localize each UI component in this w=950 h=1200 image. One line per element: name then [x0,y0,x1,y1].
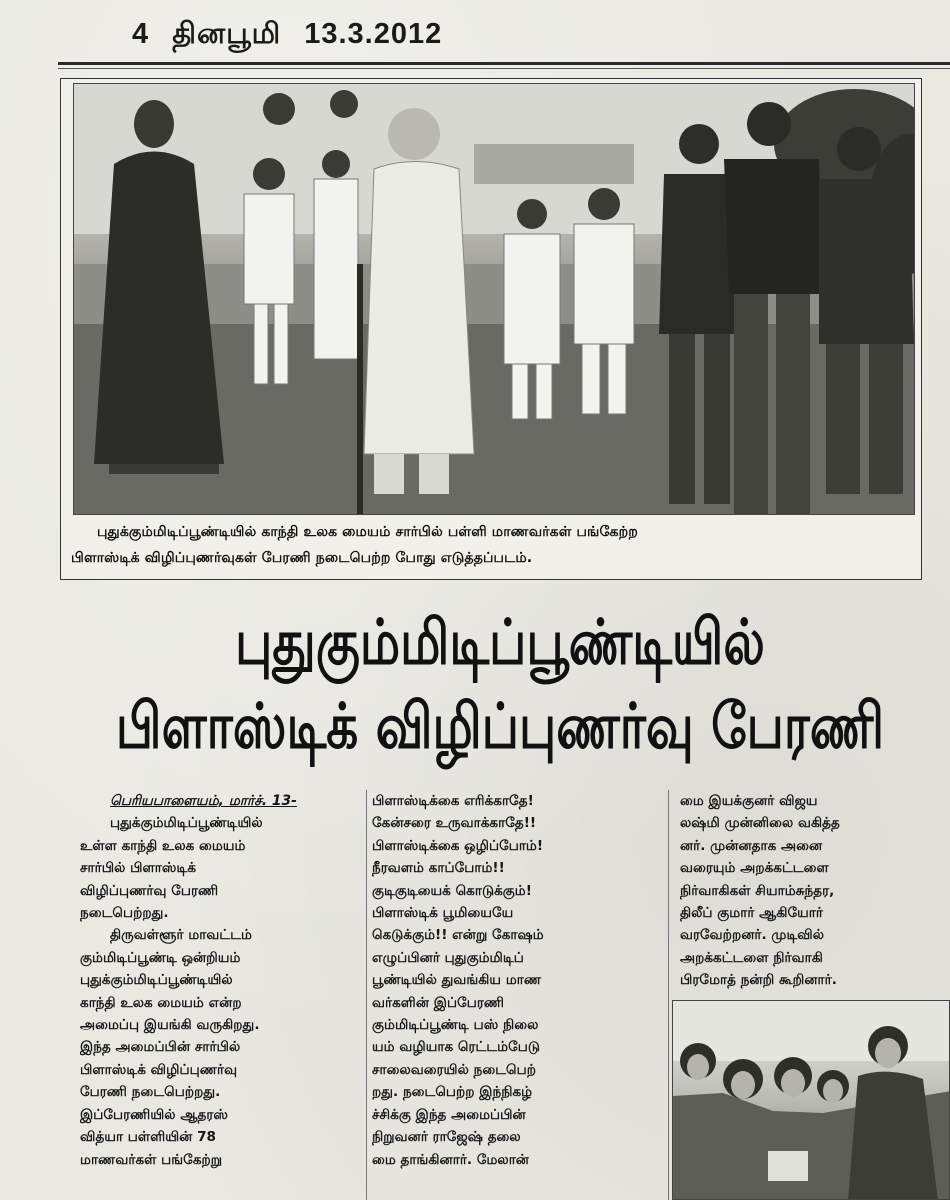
article-line: பிளாஸ்டிக்கை எரிக்காதே! [372,793,534,809]
article-line: இப்பேரணியில் ஆதரஸ் [80,1106,228,1123]
article-line: னர். முன்னதாக அனை [680,837,823,854]
article-line: பேரணி நடைபெற்றது. [80,1084,221,1101]
masthead-rule-thin [58,68,950,69]
article-line: வரவேற்றனர். முடிவில் [680,927,825,944]
article-line: நிறுவனர் ராஜேஷ் தலை [372,1129,521,1146]
article-line: ச்சிக்கு இந்த அமைப்பின் [372,1106,526,1123]
article-line: காந்தி உலக மையம் என்ற [80,994,242,1011]
article-headline [60,600,940,790]
article-line: வித்யா பள்ளியின் 78 [80,1129,217,1146]
article-line: பிளாஸ்டிக்கை ஒழிப்போம்! [372,837,544,854]
article-line: கெடுக்கும்!! என்று கோஷம் [372,927,544,944]
article-line: விழிப்புணர்வு பேரணி [80,882,219,899]
article-line: சாலைவரையில் நடைபெற் [372,1061,536,1078]
column-divider [668,790,669,1200]
article-line: இந்த அமைப்பின் சார்பில் [80,1039,241,1056]
article-line: பூண்டியில் துவங்கிய மாண [372,972,542,989]
article-line: பிளாஸ்டிக் விழிப்புணர்வு [80,1061,238,1078]
article-line: றது. நடைபெற்ற இந்நிகழ் [372,1084,533,1101]
article-line: மை தாங்கினார். மேலான் [372,1151,529,1168]
dateline: பெரியபாளையம், மார்ச். 13- [110,793,297,809]
article-line: யம் வழியாக ரெட்டம்பேடு [372,1039,540,1056]
article-line: உள்ள காந்தி உலக மையம் [80,837,246,854]
article-line: பிரமோத் நன்றி கூறினார். [680,972,837,989]
article-line: வர்களின் இப்பேரணி [372,994,505,1011]
article-line: திருவள்ளூர் மாவட்டம் [110,927,252,944]
article-line: வரையும் அறக்கட்டளை [680,860,829,877]
article-line: புதுக்கும்மிடிப்பூண்டியில் [80,972,233,989]
article-line: சார்பில் பிளாஸ்டிக் [80,860,197,877]
article-column-3 [680,790,942,992]
headline-line: புதுகும்மிடிப்பூண்டியில் [235,605,765,679]
article-line: நடைபெற்றது. [80,905,169,922]
rally-photo [73,83,915,515]
caption-line: புதுக்கும்மிடிப்பூண்டியில் காந்தி உலக மையம் சார்பில் பள்ளி மாணவர்கள் பங்கேற்ற [97,524,638,540]
article-line: நிர்வாகிகள் சியாம்சுந்தர, [680,882,835,899]
masthead [132,18,632,58]
photo-women-group-icon [673,1001,950,1200]
article-line: அறக்கட்டளை நிர்வாகி [680,949,823,966]
article-line: மாணவர்கள் பங்கேற்று [80,1151,223,1168]
photo-caption [71,519,916,575]
issue-date: 13.3.2012 [304,18,443,50]
article-line: கேன்சரை உருவாக்காதே!! [372,815,537,832]
article-line: கும்மிடிப்பூண்டி பஸ் நிலை [372,1017,539,1034]
newspaper-name: தினபூமி [172,18,282,50]
second-article-photo [672,1000,950,1200]
article-line: பிளாஸ்டிக் பூமியையே [372,905,514,922]
caption-line: பிளாஸ்டிக் விழிப்புணர்வுகள் பேரணி நடைபெற்ற போது எடுத்தப்படம். [71,550,533,566]
article-line: நீரவளம் காப்போம்!! [372,860,505,877]
article-line: அமைப்பு இயங்கி வருகிறது. [80,1017,260,1034]
article-line: லஷ்மி முன்னிலை வகித்த [680,815,840,832]
article-column-2 [372,790,662,1171]
article-line: புதுக்கும்மிடிப்பூண்டியில் [110,815,263,832]
newspaper-photo-rally-icon [74,84,915,515]
article-line: திலீப் குமார் ஆகியோர் [680,905,823,922]
headline-line: பிளாஸ்டிக் விழிப்புணர்வு பேரணி [115,689,885,763]
column-divider [366,790,367,1200]
article-line: குடிகுடியைக் கொடுக்கும்! [372,882,532,899]
page-number: 4 [132,18,150,50]
article-line: கும்மிடிப்பூண்டி ஒன்றியம் [80,949,241,966]
article-line: எழுப்பினர் புதுகும்மிடிப் [372,949,524,966]
photo-box [60,78,922,580]
article-column-1 [80,790,364,1171]
article-line: மை இயக்குனர் விஜய [680,793,818,809]
masthead-rule [58,62,950,65]
